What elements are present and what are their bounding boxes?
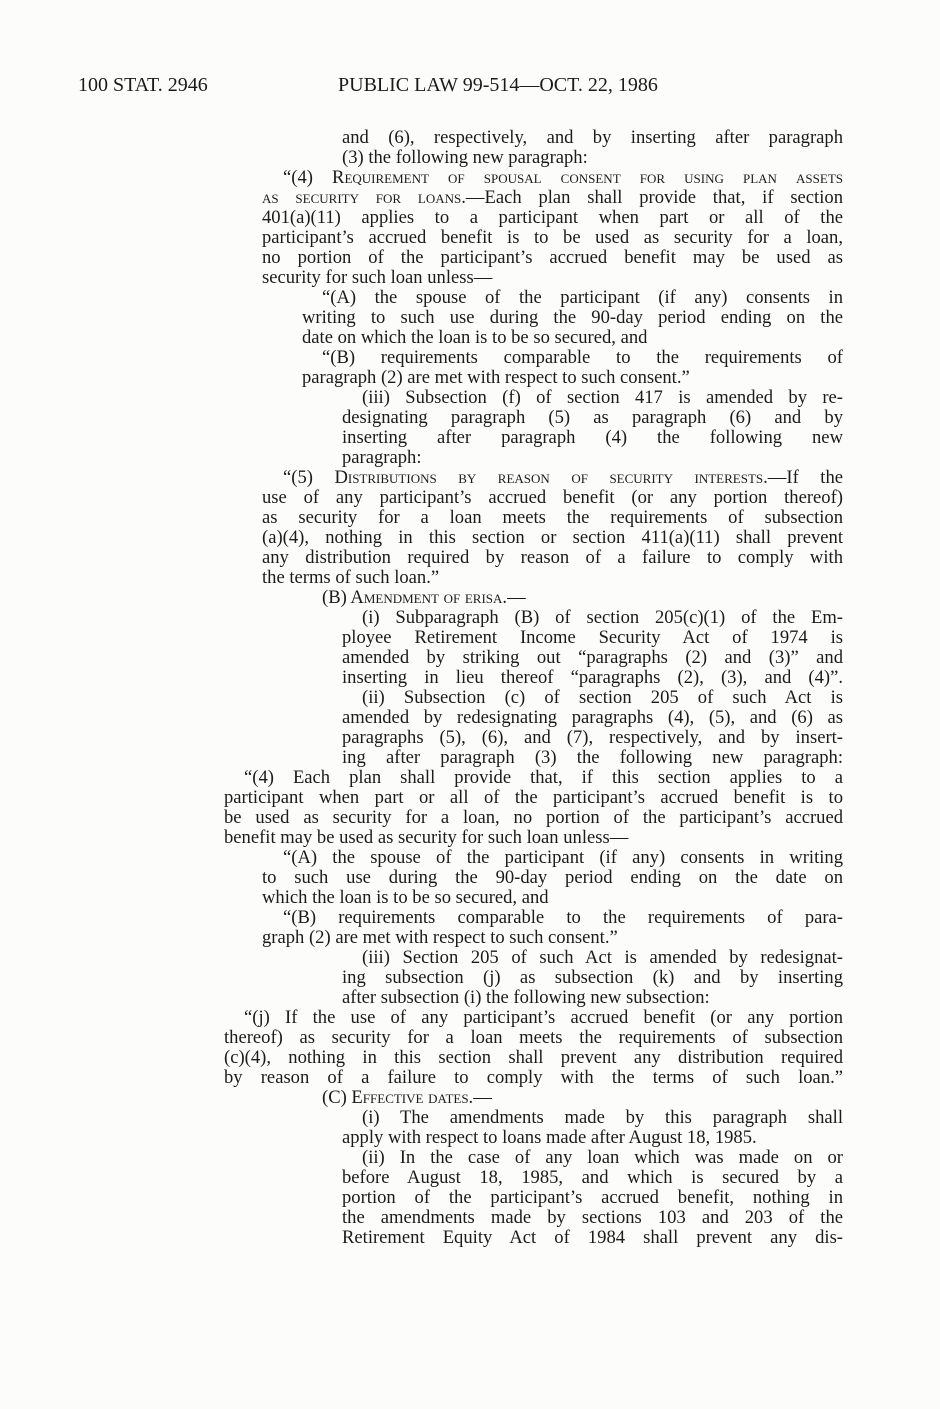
line-text: “(A) the spouse of the participant (if any) consents in: [322, 287, 843, 308]
line-text: (ii) Subsection (c) of section 205 of such Act is: [362, 687, 843, 708]
text-line: [244, 1008, 843, 1028]
text-line: [362, 388, 843, 408]
text-line: [342, 748, 843, 768]
line-text: participant’s accrued benefit is to be used as security for a loan,: [262, 227, 843, 248]
line-text: (i) The amendments made by this paragraph shall: [362, 1107, 843, 1128]
line-text: 401(a)(11) applies to a participant when part or all of the: [262, 207, 843, 228]
text-line: [342, 1128, 843, 1148]
text-line: [224, 788, 843, 808]
text-line: [224, 1068, 843, 1088]
line-text: (iii) Section 205 of such Act is amended by redesignat-: [362, 947, 843, 968]
line-text: —If the: [767, 467, 844, 488]
text-line: [362, 608, 843, 628]
section-heading: as security for loans.: [262, 187, 466, 208]
line-text: which the loan is to be so secured, and: [262, 887, 549, 908]
line-text: before August 18, 1985, and which is secured by a: [342, 1167, 843, 1188]
line-text: paragraph:: [342, 447, 422, 468]
text-line: [224, 808, 843, 828]
line-text: (ii) In the case of any loan which was made on or: [362, 1147, 843, 1168]
text-line: [283, 168, 843, 188]
text-line: [342, 1208, 843, 1228]
text-line: [262, 548, 843, 568]
line-text: ing after paragraph (3) the following new paragraph:: [342, 747, 843, 768]
line-text: “(j) If the use of any participant’s accrued benefit (or any portion: [244, 1007, 843, 1028]
line-text: to such use during the 90-day period ending on the date on: [262, 867, 843, 888]
text-line: [262, 228, 843, 248]
line-text: the amendments made by sections 103 and 203 of the: [342, 1207, 843, 1228]
text-line: [342, 148, 843, 168]
line-text: portion of the participant’s accrued benefit, nothing in: [342, 1187, 843, 1208]
text-line: [342, 968, 843, 988]
line-text: graph (2) are met with respect to such consent.”: [262, 927, 618, 948]
line-text: (i) Subparagraph (B) of section 205(c)(1) of the Em-: [362, 607, 843, 628]
line-text: amended by striking out “paragraphs (2) and (3)” and: [342, 647, 843, 668]
text-line: [342, 128, 843, 148]
text-line: [262, 888, 843, 908]
line-text: thereof) as security for a loan meets the requirements of subsection: [224, 1027, 843, 1048]
text-line: [283, 848, 843, 868]
text-line: [342, 408, 843, 428]
page-number: 100 STAT. 2946: [78, 74, 208, 96]
text-line: [322, 588, 843, 608]
line-text: ployee Retirement Income Security Act of 1974 is: [342, 627, 843, 648]
line-text: by reason of a failure to comply with the terms of such loan.”: [224, 1067, 843, 1088]
text-line: [262, 188, 843, 208]
text-line: [362, 688, 843, 708]
text-line: [342, 1188, 843, 1208]
line-text: (iii) Subsection (f) of section 417 is amended by re-: [362, 387, 843, 408]
text-line: [224, 1028, 843, 1048]
text-line: [342, 988, 843, 1008]
line-text: Retirement Equity Act of 1984 shall prevent any dis-: [342, 1227, 843, 1248]
text-line: [342, 448, 843, 468]
line-text: “(4) Each plan shall provide that, if this section applies to a: [244, 767, 843, 788]
line-text: security for such loan unless—: [262, 267, 493, 288]
text-line: [362, 1108, 843, 1128]
line-text: be used as security for a loan, no portion of the participant’s accrued: [224, 807, 843, 828]
line-text: benefit may be used as security for such loan unless—: [224, 827, 629, 848]
line-text: “(B) requirements comparable to the requirements of: [322, 347, 843, 368]
line-text: (c)(4), nothing in this section shall prevent any distribution required: [224, 1047, 843, 1068]
line-text: ing subsection (j) as subsection (k) and by inserting: [342, 967, 843, 988]
text-line: [283, 468, 843, 488]
text-line: [342, 1168, 843, 1188]
text-line: [262, 508, 843, 528]
text-line: [302, 328, 843, 348]
text-line: [262, 488, 843, 508]
text-line: [342, 668, 843, 688]
text-line: [322, 1088, 843, 1108]
text-line: [262, 868, 843, 888]
line-text: inserting after paragraph (4) the following new: [342, 427, 843, 448]
text-line: [262, 268, 843, 288]
line-text: as security for a loan meets the requirements of subsection: [262, 507, 843, 528]
text-line: [362, 1148, 843, 1168]
section-heading: “(5) Distributions by reason of security interests.: [283, 467, 768, 488]
text-line: [262, 928, 843, 948]
line-text: “(B) requirements comparable to the requirements of para-: [283, 907, 843, 928]
text-line: [342, 628, 843, 648]
line-text: amended by redesignating paragraphs (4), (5), and (6) as: [342, 707, 843, 728]
line-text: —: [507, 587, 526, 608]
text-line: [262, 528, 843, 548]
line-text: (3) the following new paragraph:: [342, 147, 588, 168]
text-line: [244, 768, 843, 788]
text-line: [262, 248, 843, 268]
line-text: participant when part or all of the participant’s accrued benefit is to: [224, 787, 843, 808]
section-heading: “(4) Requirement of spousal consent for using plan assets: [283, 167, 843, 188]
text-line: [224, 828, 843, 848]
line-text: writing to such use during the 90-day period ending on the: [302, 307, 843, 328]
line-text: paragraph (2) are met with respect to such consent.”: [302, 367, 690, 388]
line-text: after subsection (i) the following new subsection:: [342, 987, 710, 1008]
line-text: use of any participant’s accrued benefit (or any portion thereof): [262, 487, 843, 508]
line-text: paragraphs (5), (6), and (7), respectively, and by insert-: [342, 727, 843, 748]
line-text: date on which the loan is to be so secured, and: [302, 327, 648, 348]
line-text: inserting in lieu thereof “paragraphs (2), (3), and (4)”.: [342, 667, 843, 688]
text-line: [342, 728, 843, 748]
line-text: and (6), respectively, and by inserting after paragraph: [342, 127, 843, 148]
text-line: [262, 208, 843, 228]
section-heading: (B) Amendment of erisa.: [322, 587, 508, 608]
text-line: [342, 648, 843, 668]
line-text: the terms of such loan.”: [262, 567, 440, 588]
text-line: [342, 428, 843, 448]
line-text: “(A) the spouse of the participant (if any) consents in writing: [283, 847, 843, 868]
line-text: designating paragraph (5) as paragraph (6) and by: [342, 407, 843, 428]
text-line: [262, 568, 843, 588]
text-line: [322, 288, 843, 308]
line-text: (a)(4), nothing in this section or section 411(a)(11) shall prevent: [262, 527, 843, 548]
text-line: [302, 368, 843, 388]
line-text: —: [473, 1087, 492, 1108]
line-text: no portion of the participant’s accrued benefit may be used as: [262, 247, 843, 268]
text-line: [224, 1048, 843, 1068]
text-line: [342, 1228, 843, 1248]
text-line: [342, 708, 843, 728]
section-heading: (C) Effective dates.: [322, 1087, 474, 1108]
text-line: [283, 908, 843, 928]
running-title: PUBLIC LAW 99-514—OCT. 22, 1986: [338, 74, 658, 96]
line-text: any distribution required by reason of a failure to comply with: [262, 547, 843, 568]
text-line: [322, 348, 843, 368]
text-line: [302, 308, 843, 328]
line-text: apply with respect to loans made after August 18, 1985.: [342, 1127, 757, 1148]
text-line: [362, 948, 843, 968]
line-text: —Each plan shall provide that, if section: [465, 187, 843, 208]
